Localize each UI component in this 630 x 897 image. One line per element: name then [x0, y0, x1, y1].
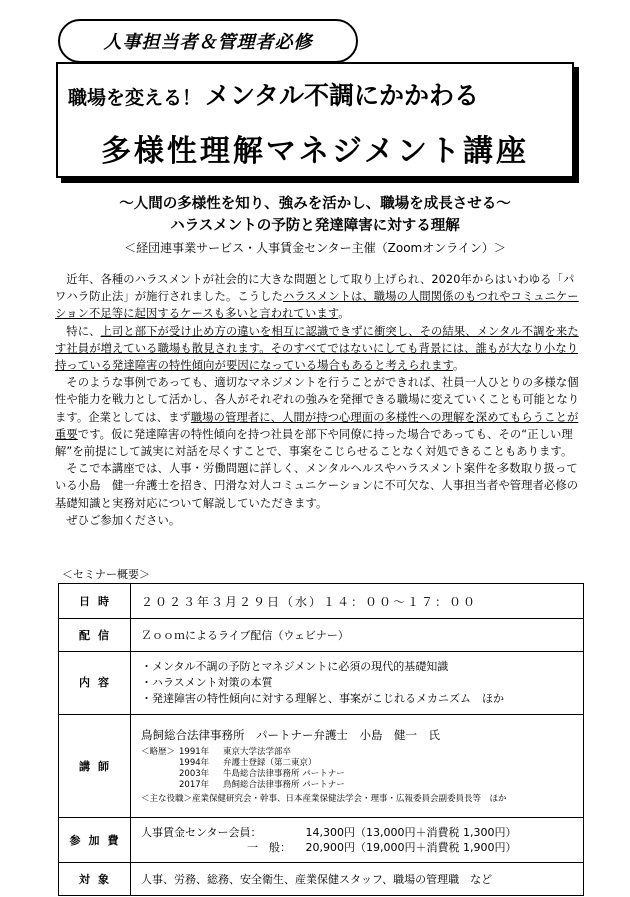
audience-tag: 人事担当者＆管理者必修: [58, 19, 358, 63]
table-row-content: [59, 652, 584, 715]
title-prefix: 職場を変える！: [68, 87, 202, 109]
subtitle: ～人間の多様性を知り、強みを活かし、職場を成長させる～: [119, 196, 511, 212]
content-item: ・メンタル不調の予防とマネジメントに必須の現代的基礎知識: [141, 660, 449, 673]
history-list: [141, 747, 573, 791]
target-value: 人事、労務、総務、安全衛生、産業保健スタッフ、職場の管理職 など: [131, 863, 584, 896]
fee-member-amount: 14,300円: [305, 826, 355, 839]
p1-end: 。: [338, 307, 350, 321]
p2-end: 。: [453, 359, 465, 373]
p1-underlined: ハラスメントは、職場の人間関係のもつれやコミュニケーション不足等に起因するケースも多いと言われています: [55, 290, 579, 321]
fee-member-detail: （13,000円＋消費税 1,300円）: [355, 826, 517, 839]
subtitle-2: ハラスメントの予防と発達障害に対する理解: [170, 218, 460, 234]
content-value: [131, 652, 584, 715]
history-year: 2003年: [179, 769, 210, 779]
organizer-line: ＜経団連事業サービス・人事賃金センター主催（Zoomオンライン）＞: [124, 241, 506, 255]
paragraph-4: そこで本講座では、人事・労働問題に詳しく、メンタルヘルスやハラスメント案件を多数取り扱っている小島 健一弁護士を招き、円滑な対人コミュニケーションに不可欠な、人事担当者や管理者必修の基礎知識と実務対応について解説していただきます。: [55, 462, 579, 510]
p2-text: 特に、: [66, 324, 101, 338]
fee-general-detail: （19,000円＋消費税 1,900円）: [355, 841, 517, 854]
history-text: 東京大学法学部卒: [223, 747, 292, 757]
paragraph-5: ぜひご参加ください。: [66, 513, 181, 527]
p3-text: そのような事例であっても、適切なマネジメントを行うことができれば、社員一人ひとりの多様な個性や能力を戦力として活かし、各人がそれぞれの強みを発揮できる職場に変えていくことも可能となります。企業としては、まず: [55, 376, 580, 424]
history-text: 牛島総合法律事務所 パートナー: [223, 769, 345, 779]
fee-member-label: 人事賃金センター会員：: [141, 826, 262, 839]
table-row-target: [59, 863, 584, 896]
history-text: 鳥飼総合法律事務所 パートナー: [223, 780, 345, 790]
table-row-delivery: [59, 619, 584, 652]
history-text: 弁護士登録（第二東京）: [223, 758, 317, 768]
fee-general-label: 一 般：: [247, 841, 291, 854]
delivery-key: 配信: [59, 619, 131, 652]
fee-general: [141, 840, 573, 855]
content-item: ・発達障害の特性傾向に対する理解と、事案がこじれるメカニズム ほか: [141, 692, 504, 705]
date-key: 日時: [59, 584, 131, 619]
history-item: [141, 769, 573, 780]
table-row-fee: [59, 818, 584, 863]
target-key: 対象: [59, 863, 131, 896]
p3-underlined: 職場の管理者に、人間が持つ心理面の多様性への理解を深めてもらうことが重要: [55, 410, 579, 441]
lecturer-value: [131, 715, 584, 818]
history-item: [141, 780, 573, 791]
fee-general-amount: 20,900円: [305, 841, 355, 854]
fee-key: 参加費: [59, 818, 131, 863]
seminar-table: [58, 583, 584, 896]
lecturer-key: 講師: [59, 715, 131, 818]
fee-value: [131, 818, 584, 863]
roles-text: ＜主な役職＞産業保健研究会・幹事、日本産業保健法学会・理事・広報委員会副委員長等 ほか: [141, 794, 507, 804]
content-item: ・ハラスメント対策の本質: [141, 676, 273, 689]
title-line-2: 多様性理解マネジメント講座: [100, 134, 530, 169]
paragraph-3: [55, 374, 585, 460]
history-year: 2017年: [179, 780, 210, 790]
p2-underlined: 上司と部下が受け止め方の違いを相互に認識できずに衝突し、その結果、メンタル不調を来たす社員が増えている職場も散見されます。そのすべてではないにしても背景には、誰もが大なり小なり持っている発達障害の特性傾向が要因になっている場合もあると考えられます: [55, 324, 579, 373]
title-main: メンタル不調にかかわる: [205, 81, 480, 110]
history-year: 1991年: [179, 747, 210, 757]
lecturer-name: 鳥飼総合法律事務所 パートナー弁護士 小島 健一 氏: [141, 728, 440, 742]
overview-label: ＜セミナー概要＞: [62, 568, 150, 581]
intro-text: [55, 271, 585, 529]
table-row-date: [59, 584, 584, 619]
table-row-lecturer: [59, 715, 584, 818]
date-value: ２０２３年３月２９日（水）１４：００～１７：００: [131, 584, 584, 619]
paragraph-2: [55, 323, 585, 375]
p1-text: 近年、各種のハラスメントが社会的に大きな問題として取り上げられ、2020年からはいわゆる「パワハラ防止法」が施行されました。こうした: [55, 273, 575, 304]
history-label: ＜略歴＞: [141, 747, 176, 757]
history-item: [141, 758, 573, 769]
fee-member: [141, 825, 573, 840]
title-line-1: [68, 76, 479, 112]
p3-end: です。仮に発達障害の特性傾向を持つ社員を部下や同僚に持った場合であっても、その“正しい理解”を前提にして誠実に対話を尽くすことで、事案をこじらせることなく対処できることもあります。: [55, 427, 573, 459]
history-item: [141, 747, 573, 758]
history-year: 1994年: [179, 758, 210, 768]
paragraph-1: [55, 271, 585, 323]
content-key: 内容: [59, 652, 131, 715]
title-box: [56, 62, 574, 178]
delivery-value: Ｚｏｏｍによるライブ配信（ウェビナー）: [131, 619, 584, 652]
